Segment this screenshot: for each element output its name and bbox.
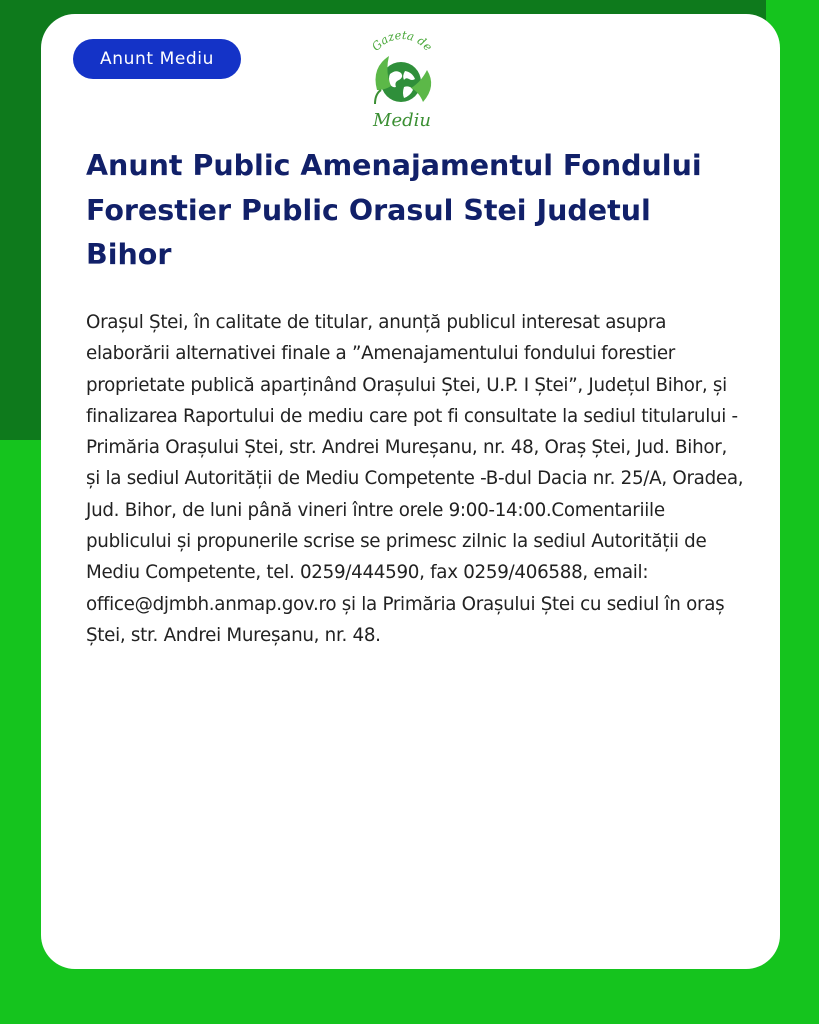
announcement-card [41, 14, 780, 969]
category-badge[interactable]: Anunt Mediu [73, 39, 241, 79]
article-body: Orașul Ștei, în calitate de titular, anunță publicul interesat asupra elaborării alternativei finale a ”Amenajamentului fondului forestier proprietate publică aparținând Orașului Ștei, U.P. I Ștei”, Județul Bihor, și finalizarea Raportului de mediu care pot fi consultate la sediul titularului -Primăria Orașului Ștei, str. Andrei Mureșanu, nr. 48, Oraș Ștei, Jud. Bihor, și la sediul Autorității de Mediu Competente -B-dul Dacia nr. 25/A, Oradea, Jud. Bihor, de luni până vineri între orele 9:00-14:00.Comentariile publicului și propunerile scrise se primesc zilnic la sediul Autorității de Mediu Competente, tel. 0259/444590, fax 0259/406588, email: office@djmbh.anmap.gov.ro și la Primăria Orașului Ștei cu sediul în oraș Ștei, str. Andrei Mureșanu, nr. 48. [86, 312, 744, 646]
gazeta-de-mediu-logo [357, 24, 447, 134]
article-title: Anunt Public Amenajamentul Fondului Forestier Public Orasul Stei Judetul Bihor [86, 149, 702, 271]
logo-text-top: Gazeta de [368, 27, 436, 54]
logo-graphic [357, 24, 447, 134]
logo-text-bottom: Mediu [373, 110, 431, 131]
